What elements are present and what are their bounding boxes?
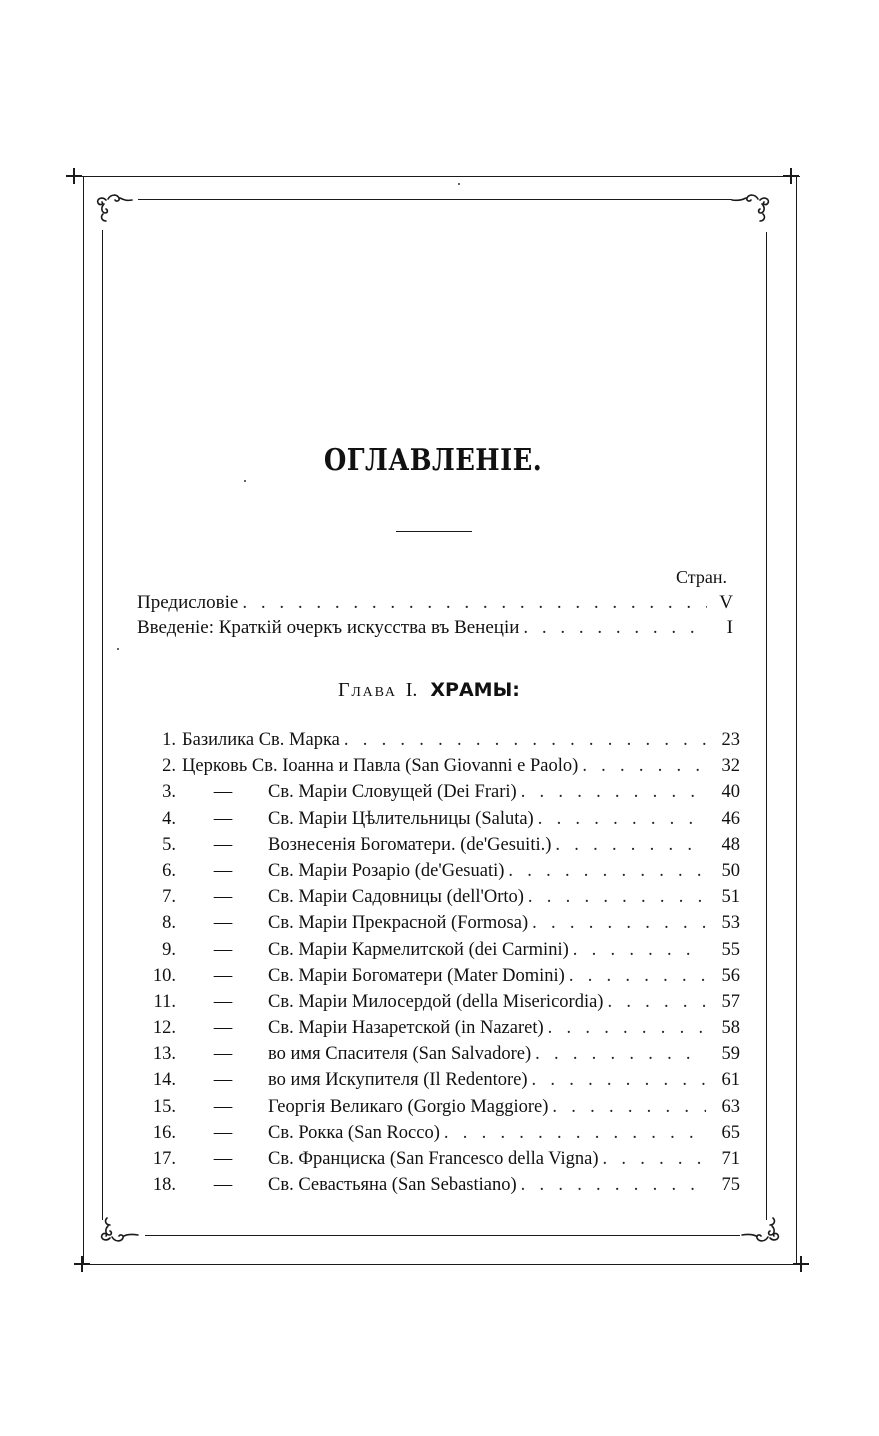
- entry-title: Св. Маріи Розаріо (de'Gesuati): [268, 860, 505, 881]
- entry-page: 58: [721, 1018, 740, 1039]
- entry-number: 1.: [162, 730, 176, 750]
- dot-leader: [524, 887, 706, 908]
- dot-leader: [603, 992, 706, 1013]
- entry-title: во имя Искупителя (Il Redentore): [268, 1070, 528, 1091]
- toc-entry: [140, 835, 740, 861]
- toc-entry: [140, 966, 740, 992]
- entry-page: 46: [721, 808, 740, 829]
- entry-title: Св. Маріи Назаретской (in Nazaret): [268, 1018, 544, 1039]
- frame-bottom-inner-rule: [145, 1235, 740, 1236]
- entry-number: 12.: [152, 1018, 176, 1039]
- entry-title: Св. Маріи Садовницы (dell'Orto): [268, 887, 524, 908]
- entry-title: Базилика Св. Марка: [182, 730, 340, 750]
- entry-page: 23: [721, 730, 740, 750]
- entry-title: Св. Маріи Цѣлительницы (Saluta): [268, 808, 534, 829]
- ditto-mark: —: [213, 1149, 233, 1169]
- ditto-mark: —: [213, 965, 233, 986]
- toc-entry: [140, 861, 740, 887]
- print-speck: [117, 648, 119, 650]
- crop-mark-top-right: [783, 168, 799, 184]
- toc-entry: [140, 782, 740, 808]
- entry-page: 48: [721, 834, 740, 855]
- entry-title: Св. Маріи Словущей (Dei Frari): [268, 782, 517, 803]
- corner-ornament-bottom-right-icon: [738, 1212, 782, 1252]
- entry-title: Св. Маріи Кармелитской (dei Carmini): [268, 939, 569, 960]
- page-column-label: Стран.: [676, 567, 727, 587]
- ditto-mark: —: [213, 1070, 233, 1091]
- dot-leader: [528, 1070, 706, 1091]
- dot-leader: [534, 809, 706, 830]
- toc-entry: [140, 1070, 740, 1096]
- entry-title: Св. Севастьяна (San Sebastiano): [268, 1175, 517, 1196]
- chapter-heading: [338, 679, 520, 702]
- entry-page: 65: [721, 1122, 740, 1143]
- entry-page: 55: [721, 939, 740, 960]
- entry-number: 8.: [162, 913, 176, 934]
- chapter-label: Глава: [338, 679, 397, 701]
- crop-mark-bottom-left: [74, 1256, 90, 1272]
- toc-entry: [140, 809, 740, 835]
- entry-title: Св. Маріи Милосердой (della Misericordia): [268, 991, 604, 1012]
- entry-title: Св. Рокка (San Rocco): [268, 1122, 440, 1143]
- dot-leader: [517, 1175, 706, 1196]
- ditto-mark: —: [213, 913, 233, 934]
- crop-mark-top-left: [66, 168, 82, 184]
- entry-page: 59: [721, 1044, 740, 1065]
- entry-number: 11.: [153, 991, 176, 1012]
- toc-entry: [140, 992, 740, 1018]
- ditto-mark: —: [213, 939, 233, 960]
- entry-title: Св. Маріи Прекрасной (Formosa): [268, 913, 529, 934]
- toc-entry: [140, 940, 740, 966]
- chapter-name: ХРАМЫ:: [430, 679, 520, 701]
- dot-leader: [569, 940, 706, 961]
- entry-number: 5.: [162, 834, 176, 855]
- entry-number: 18.: [152, 1175, 176, 1196]
- entry-page: 61: [721, 1070, 740, 1091]
- entry-number: 9.: [162, 939, 176, 960]
- entry-number: 14.: [152, 1070, 176, 1091]
- corner-ornament-top-left-icon: [94, 186, 138, 226]
- ditto-mark: —: [213, 991, 233, 1012]
- entry-number: 13.: [152, 1044, 176, 1065]
- dot-leader: [340, 730, 706, 751]
- ditto-mark: —: [213, 1096, 233, 1117]
- entry-number: 3.: [162, 782, 176, 803]
- dot-leader: [519, 617, 707, 639]
- entry-title: Св. Франциска (San Francesco della Vigna): [268, 1149, 599, 1169]
- entry-page: 71: [721, 1149, 740, 1169]
- page-title: ОГЛАВЛЕНІЕ.: [323, 443, 543, 478]
- corner-ornament-bottom-left-icon: [98, 1212, 142, 1252]
- toc-entry: [140, 887, 740, 913]
- toc-entry: [140, 1044, 740, 1070]
- entry-title: Св. Маріи Богоматери (Mater Domini): [268, 965, 565, 986]
- front-matter-row: [137, 617, 733, 643]
- entry-title: Георгія Великаго (Gorgio Maggiore): [268, 1096, 549, 1117]
- dot-leader: [548, 1097, 706, 1118]
- dot-leader: [504, 861, 706, 882]
- frame-left-inner-rule: [102, 230, 103, 1220]
- ditto-mark: —: [213, 1175, 233, 1196]
- front-matter-page: I: [726, 617, 733, 638]
- dot-leader: [565, 966, 706, 987]
- front-matter-title: Введеніе: Краткій очеркъ искусства въ Венеціи: [137, 617, 520, 638]
- entry-number: 16.: [152, 1122, 176, 1143]
- frame-top-inner-rule: [138, 199, 732, 200]
- entry-page: 56: [721, 965, 740, 986]
- entry-number: 17.: [152, 1149, 176, 1169]
- toc-entry: [140, 1149, 740, 1175]
- ditto-mark: —: [213, 808, 233, 829]
- toc-entry: [140, 1018, 740, 1044]
- corner-ornament-top-right-icon: [728, 186, 772, 226]
- entry-page: 57: [721, 991, 740, 1012]
- entry-number: 6.: [162, 860, 176, 881]
- toc-entry: [140, 1123, 740, 1149]
- entry-number: 4.: [162, 808, 176, 829]
- ditto-mark: —: [213, 887, 233, 908]
- toc-entries: [140, 730, 740, 1201]
- dot-leader: [440, 1123, 706, 1144]
- entry-page: 63: [721, 1096, 740, 1117]
- entry-page: 32: [721, 756, 740, 777]
- ditto-mark: —: [213, 782, 233, 803]
- frame-top-outer-rule: [70, 176, 800, 177]
- front-matter-row: [137, 592, 733, 618]
- print-speck: [458, 183, 460, 185]
- dot-leader: [551, 835, 706, 856]
- print-speck: [244, 480, 246, 482]
- ditto-mark: —: [213, 1044, 233, 1065]
- entry-title: во имя Спасителя (San Salvadore): [268, 1044, 532, 1065]
- chapter-number: I.: [405, 679, 418, 701]
- dot-leader: [599, 1149, 706, 1170]
- entry-number: 2.: [162, 756, 176, 777]
- front-matter-title: Предисловіе: [137, 592, 239, 613]
- ditto-mark: —: [213, 1122, 233, 1143]
- dot-leader: [531, 1044, 706, 1065]
- ditto-mark: —: [213, 1018, 233, 1039]
- toc-entry: [140, 1175, 740, 1201]
- dot-leader: [544, 1018, 706, 1039]
- crop-mark-bottom-right: [793, 1256, 809, 1272]
- frame-right-inner-rule: [766, 232, 767, 1220]
- entry-number: 15.: [152, 1096, 176, 1117]
- toc-entry: [140, 756, 740, 782]
- dot-leader: [238, 592, 707, 614]
- toc-entry: [140, 913, 740, 939]
- dot-leader: [517, 782, 706, 803]
- entry-page: 75: [721, 1175, 740, 1196]
- entry-number: 10.: [152, 965, 176, 986]
- entry-page: 40: [721, 782, 740, 803]
- entry-number: 7.: [162, 887, 176, 908]
- entry-page: 50: [721, 860, 740, 881]
- ditto-mark: —: [213, 834, 233, 855]
- dot-leader: [578, 756, 706, 777]
- front-matter-page: V: [719, 592, 733, 613]
- ditto-mark: —: [213, 860, 233, 881]
- entry-title: Церковь Св. Іоанна и Павла (San Giovanni e Paolo): [182, 756, 579, 777]
- dot-leader: [528, 913, 706, 934]
- entry-page: 51: [721, 887, 740, 908]
- toc-entry: [140, 730, 740, 756]
- frame-bottom-outer-rule: [78, 1264, 808, 1265]
- title-rule: [396, 531, 472, 532]
- toc-entry: [140, 1097, 740, 1123]
- entry-page: 53: [721, 913, 740, 934]
- entry-title: Вознесенія Богоматери. (de'Gesuiti.): [268, 834, 552, 855]
